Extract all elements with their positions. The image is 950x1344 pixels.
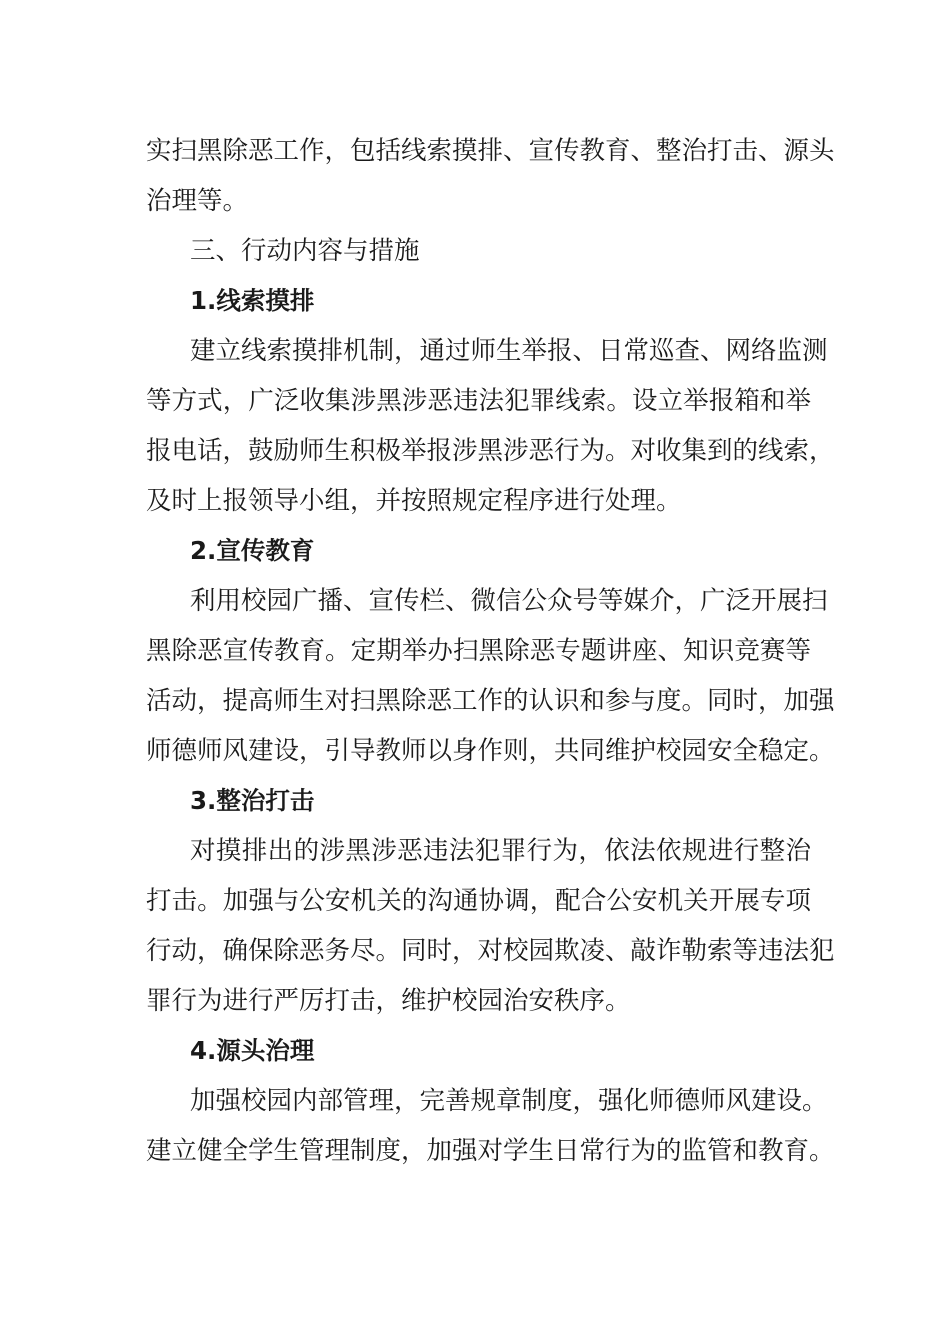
paragraph-line: 建立健全学生管理制度，加强对学生日常行为的监管和教育。: [146, 1136, 835, 1166]
subsection-heading-crackdown: 3.整治打击: [190, 786, 315, 815]
paragraph-line: 罪行为进行严厉打击，维护校园治安秩序。: [146, 986, 631, 1016]
paragraph-line: 报电话，鼓励师生积极举报涉黑涉恶行为。对收集到的线索，: [146, 436, 835, 466]
subsection-heading-clue-investigation: 1.线索摸排: [190, 286, 315, 315]
subsection-heading-source-governance: 4.源头治理: [190, 1036, 315, 1065]
paragraph-line: 等方式，广泛收集涉黑涉恶违法犯罪线索。设立举报箱和举: [146, 386, 811, 416]
paragraph-line: 打击。加强与公安机关的沟通协调，配合公安机关开展专项: [146, 886, 811, 916]
paragraph-line: 及时上报领导小组，并按照规定程序进行处理。: [146, 486, 682, 516]
paragraph-line: 活动，提高师生对扫黑除恶工作的认识和参与度。同时，加强: [146, 686, 835, 716]
section-title: 三、行动内容与措施: [190, 236, 420, 266]
document-body: [146, 126, 835, 1176]
paragraph-line: 行动，确保除恶务尽。同时，对校园欺凌、敲诈勒索等违法犯: [146, 936, 835, 966]
paragraph-line: 利用校园广播、宣传栏、微信公众号等媒介，广泛开展扫: [190, 586, 828, 616]
subsection-heading-publicity-education: 2.宣传教育: [190, 536, 315, 565]
paragraph-line: 黑除恶宣传教育。定期举办扫黑除恶专题讲座、知识竞赛等: [146, 636, 811, 666]
paragraph-line: 师德师风建设，引导教师以身作则，共同维护校园安全稳定。: [146, 736, 835, 766]
paragraph-line: 对摸排出的涉黑涉恶违法犯罪行为，依法依规进行整治: [190, 836, 811, 866]
intro-line-2: 治理等。: [146, 186, 249, 216]
intro-line-1: 实扫黑除恶工作，包括线索摸排、宣传教育、整治打击、源头: [146, 136, 835, 166]
paragraph-line: 加强校园内部管理，完善规章制度，强化师德师风建设。: [190, 1086, 828, 1116]
paragraph-line: 建立线索摸排机制，通过师生举报、日常巡查、网络监测: [190, 336, 828, 366]
